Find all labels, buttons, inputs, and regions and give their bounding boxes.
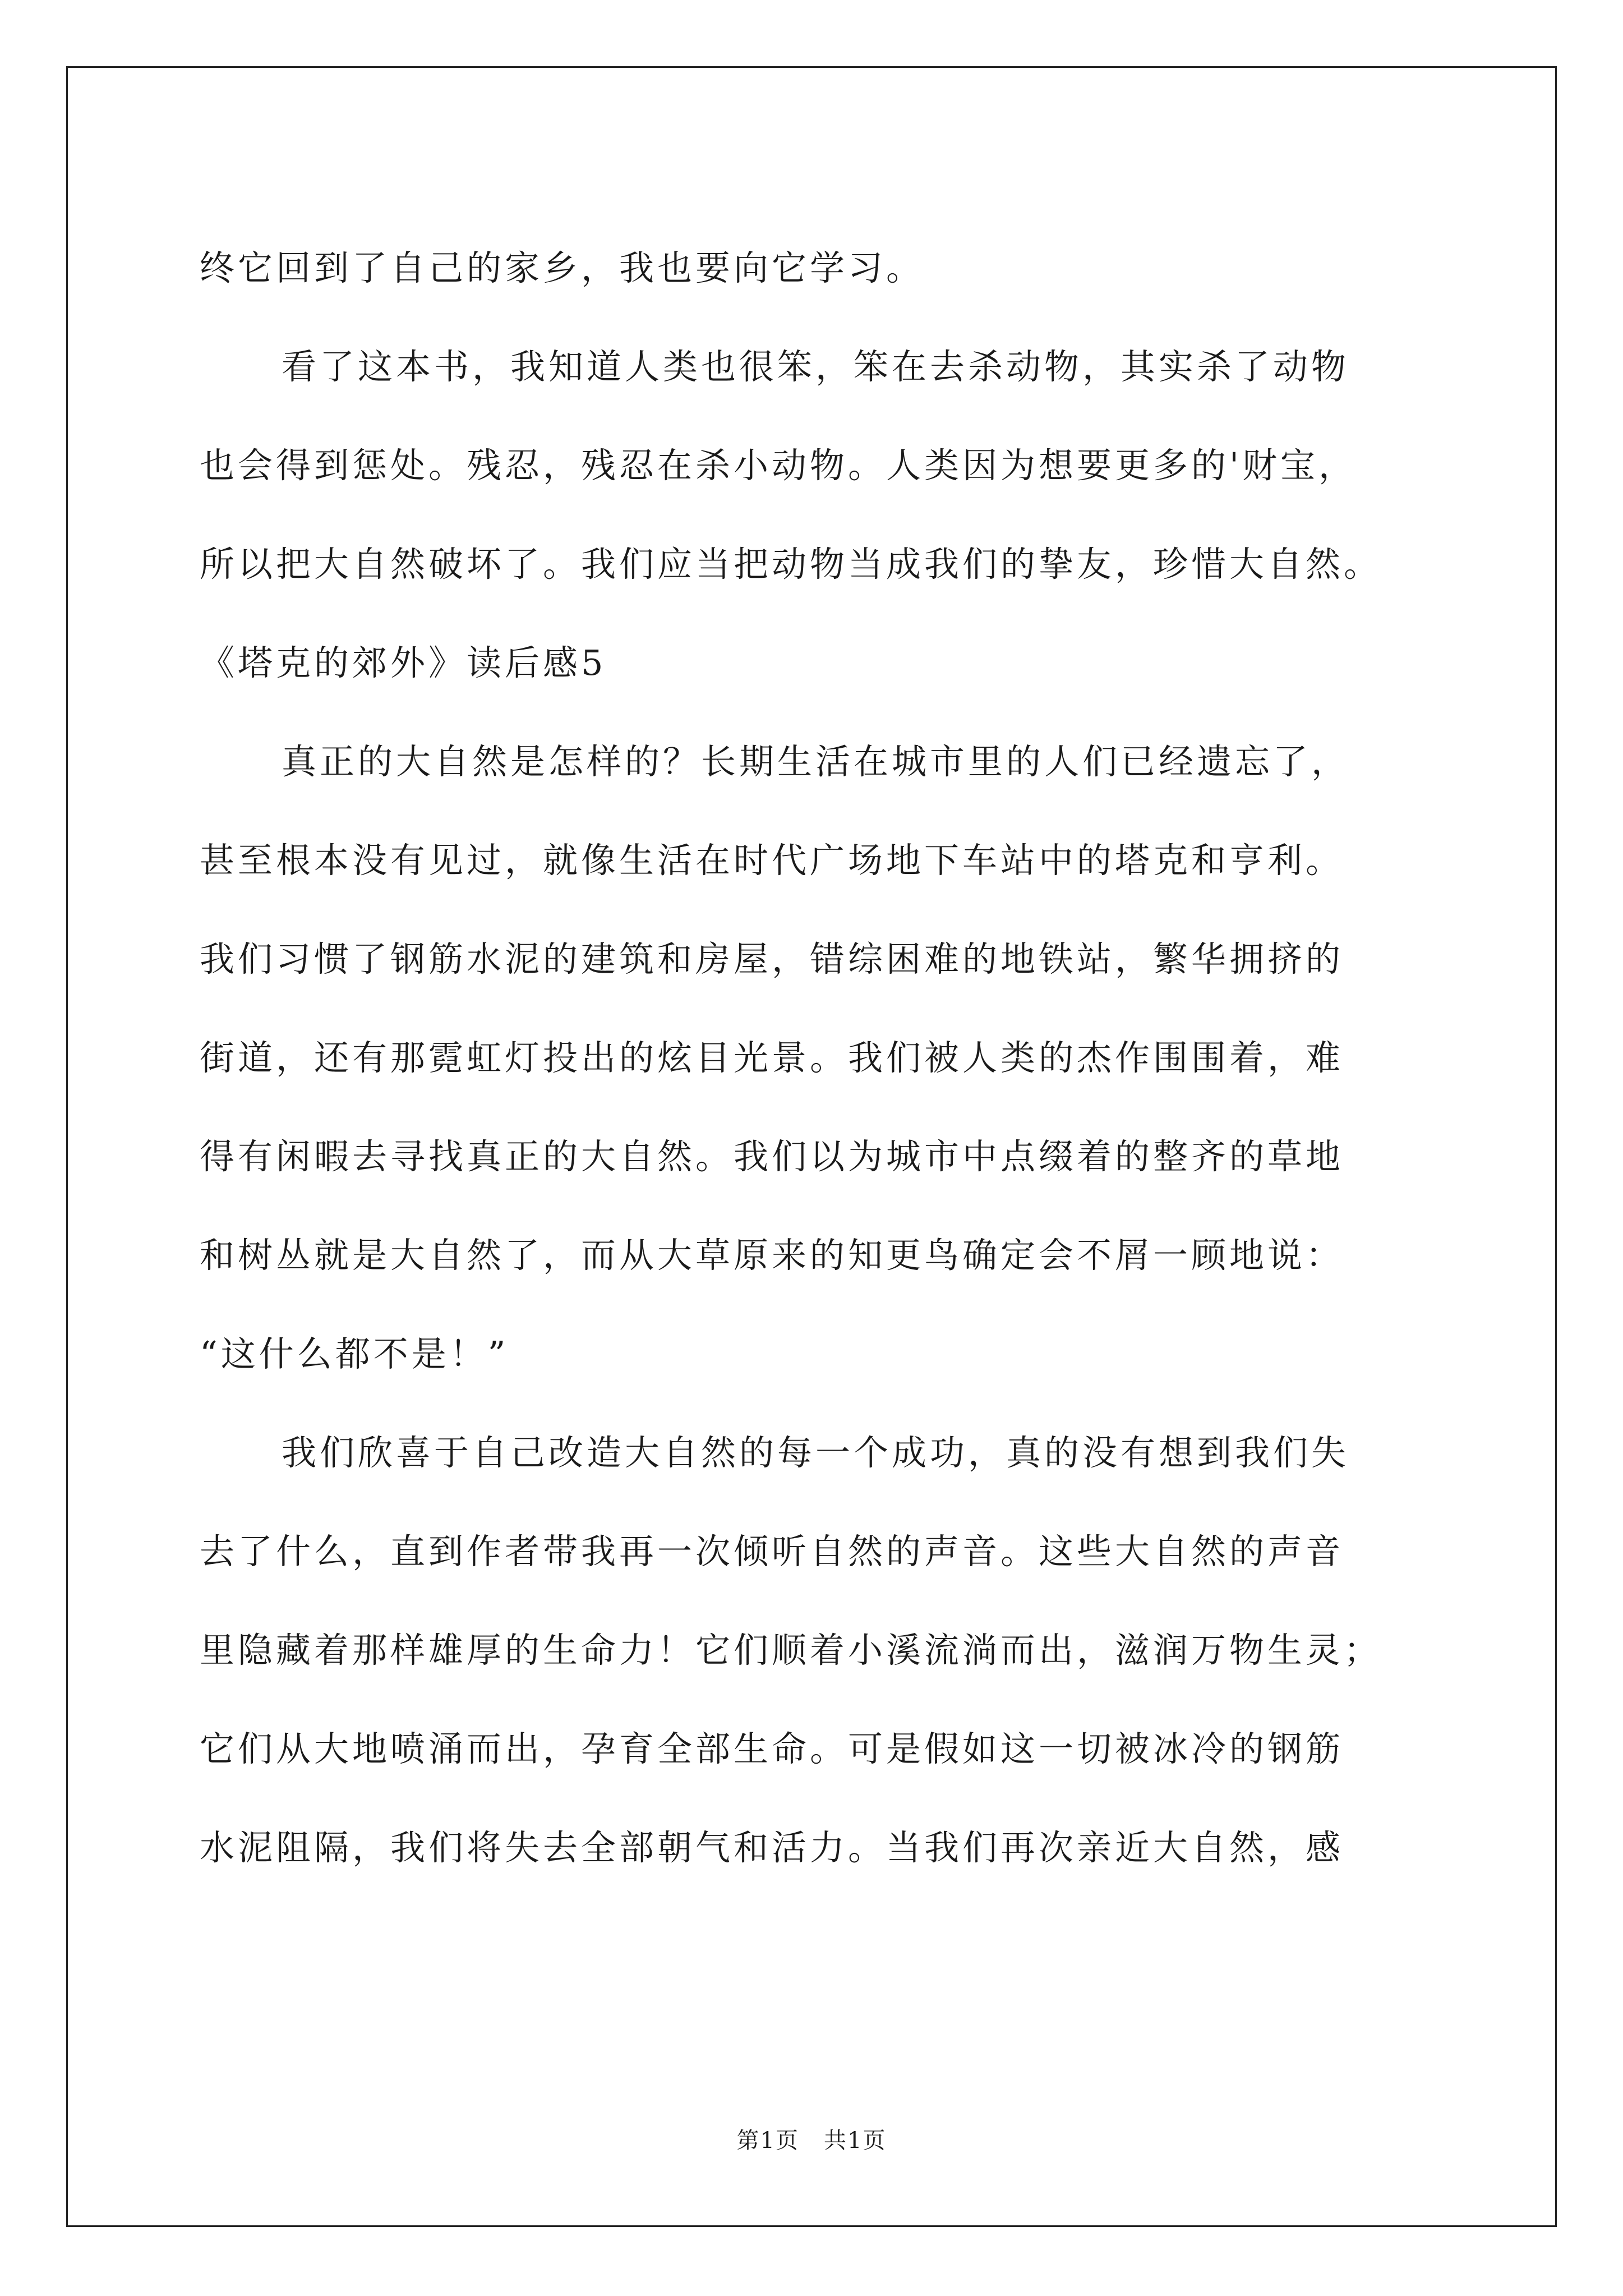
document-body: [200, 219, 1422, 1897]
text-line-6: 真正的大自然是怎样的？长期生活在城市里的人们已经遗忘了，: [282, 741, 1350, 782]
text-line-3: 也会得到惩处。残忍，残忍在杀小动物。人类因为想要更多的'财宝，: [200, 445, 1357, 486]
text-line-2: 看了这本书，我知道人类也很笨，笨在去杀动物，其实杀了动物: [282, 346, 1350, 387]
text-line-8: 我们习惯了钢筋水泥的建筑和房屋，错综困难的地铁站，繁华拥挤的: [200, 938, 1344, 979]
section-heading: 《塔克的郊外》读后感5: [200, 642, 607, 683]
text-line-12: “这什么都不是！”: [200, 1333, 509, 1374]
text-line-9: 街道，还有那霓虹灯投出的炫目光景。我们被人类的杰作围围着，难: [200, 1037, 1344, 1078]
text-line-4: 所以把大自然破坏了。我们应当把动物当成我们的挚友，珍惜大自然。: [200, 544, 1382, 585]
page-footer: [0, 2123, 1623, 2155]
text-line-15: 里隐藏着那样雄厚的生命力！它们顺着小溪流淌而出，滋润万物生灵；: [200, 1630, 1382, 1671]
page-number: 第1页: [736, 2128, 799, 2154]
text-line-14: 去了什么，直到作者带我再一次倾听自然的声音。这些大自然的声音: [200, 1531, 1344, 1572]
text-line-11: 和树丛就是大自然了，而从大草原来的知更鸟确定会不屑一顾地说：: [200, 1235, 1344, 1276]
page-total: 共1页: [824, 2128, 887, 2154]
text-line-10: 得有闲暇去寻找真正的大自然。我们以为城市中点缀着的整齐的草地: [200, 1136, 1344, 1177]
text-line-17: 水泥阻隔，我们将失去全部朝气和活力。当我们再次亲近大自然，感: [200, 1827, 1344, 1868]
text-line-1: 终它回到了自己的家乡，我也要向它学习。: [200, 247, 925, 288]
text-line-16: 它们从大地喷涌而出，孕育全部生命。可是假如这一切被冰冷的钢筋: [200, 1728, 1344, 1769]
text-line-7: 甚至根本没有见过，就像生活在时代广场地下车站中的塔克和亨利。: [200, 840, 1344, 881]
text-line-13: 我们欣喜于自己改造大自然的每一个成功，真的没有想到我们失: [282, 1432, 1350, 1473]
